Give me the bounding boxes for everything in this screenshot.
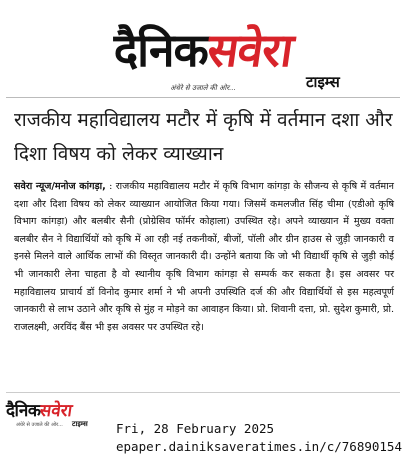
logo-text-savera: सवेरा [203, 23, 296, 77]
divider [6, 97, 400, 98]
logo-text-dainik: दैनिक [113, 23, 208, 77]
footer-logo-tagline: अंधेरे से उजाले की ओर... [16, 422, 63, 428]
divider [6, 392, 400, 393]
masthead-logo [0, 18, 406, 80]
masthead-tagline: अंधेरे से उजाले की ओर... [170, 84, 236, 92]
article-text: : राजकीय महाविद्यालय मटौर में कृषि विभाग कांगड़ा के सौजन्य से कृषि में वर्तमान दशा और दिशा विषय को लेकर व्याख्यान आयोजित किया गया। जिसमें कमलजीत सिंह चीमा (एडीओ कृषि विभाग कांगड़ा) और बलबीर सैनी (प्रोग्रेसिव फॉर्मर कोहाला) उपस्थित रहे। अपने व्याख्यान में मुख्य वक्ता बलबीर सैन ने विद्यार्थियों को कृषि में आ रही नई तकनीकों, बीजों, पॉली और ग्रीन हाउस से जुड़ी जानकारी व इनसे मिलने वाले आर्थिक लाभों की विस्तृत जानकारी दी। उन्होंने बताया कि जो भी विद्यार्थी कृषि से जुड़ी कोई भी जानकारी लेना चाहता है वो स्थानीय कृषि विभाग कांगड़ा से सम्पर्क कर सकता है। इस अवसर पर महाविद्यालय प्राचार्य डॉ विनोद कुमार शर्मा ने भी अपनी उपस्थिति दर्ज की और विद्यार्थियों से इस महत्वपूर्ण जानकारी से लाभ उठाने और कृषि से मुंह न मोड़ने का आवाहन किया। प्रो. शिवानी दत्ता, प्रो. सुदेश कुमारी, प्रो. राजलक्ष्मी, अरविंद बैंस भी इस अवसर पर उपस्थित रहे। [14, 181, 394, 333]
epaper-url[interactable]: epaper.dainiksaveratimes.in/c/76890154 [116, 439, 402, 454]
masthead [0, 0, 406, 98]
footer-logo-times: टाइम्स [72, 420, 88, 428]
footer-logo-dainik: दैनिक [6, 401, 41, 421]
article-headline: राजकीय महाविद्यालय मटौर में कृषि में वर्तमान दशा और दिशा विषय को लेकर व्याख्यान [14, 109, 393, 165]
footer-logo-savera: सवेरा [38, 401, 74, 421]
logo-text-times: टाइम्स [306, 73, 340, 91]
footer-logo [6, 398, 106, 440]
article-body [14, 178, 394, 336]
article-byline: सवेरा न्यूज/मनोज कांगड़ा, [14, 181, 106, 192]
edition-date: Fri, 28 February 2025 [116, 421, 275, 436]
